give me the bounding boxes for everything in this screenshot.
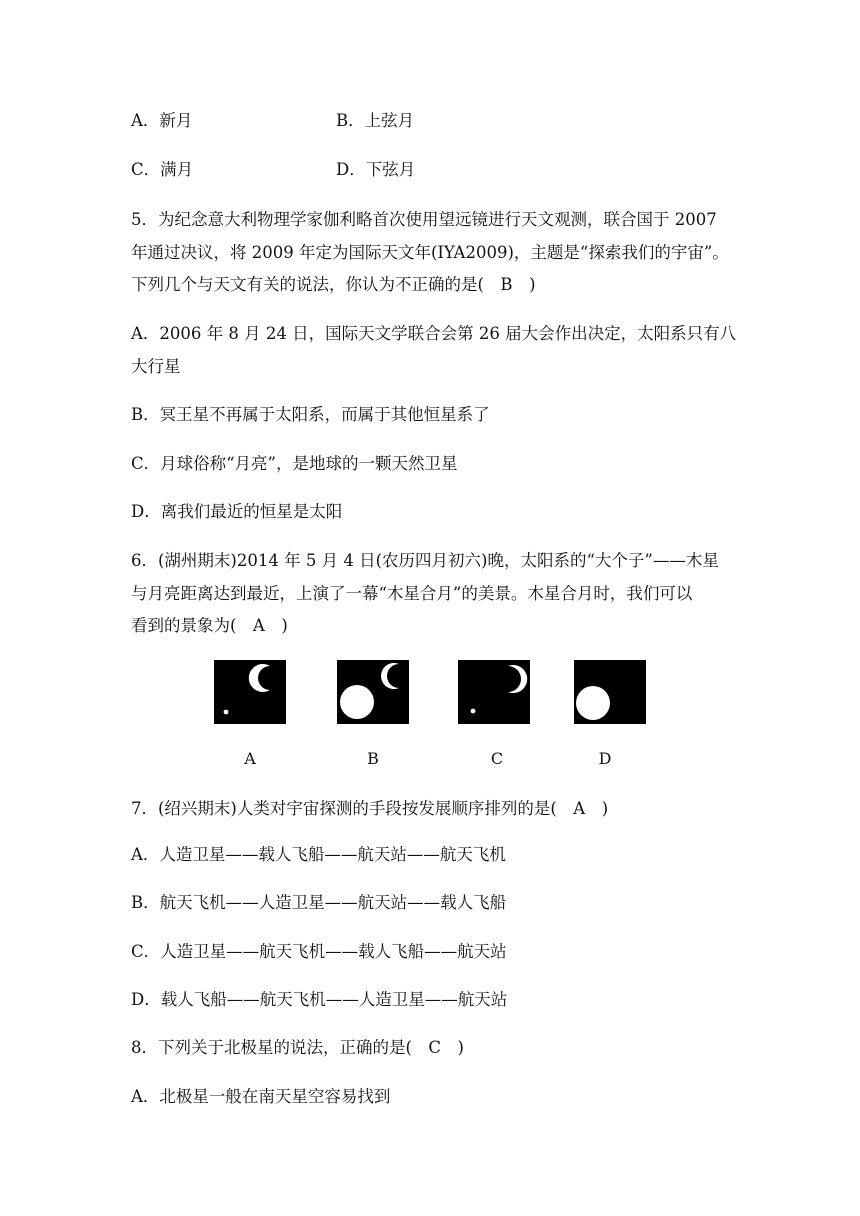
q6-stem-line-1: 6．(湖州期末)2014 年 5 月 4 日(农历四月初六)晚，太阳系的“大个子”——木星 [131, 551, 719, 570]
q6-stem-line-2: 与月亮距离达到最近，上演了一幕“木星合月”的美景。木星合月时，我们可以 [131, 584, 693, 603]
large-disk-icon [576, 686, 610, 720]
q7-option-d: D．载人飞船——航天飞机——人造卫星——航天站 [131, 990, 508, 1009]
q7-option-b: B．航天飞机——人造卫星——航天站——载人飞船 [131, 893, 507, 912]
figure-label-d: D [598, 749, 612, 768]
q5-stem-line-2: 年通过决议，将 2009 年定为国际天文年(IYA2009)，主题是“探索我们的宇宙”。 [131, 243, 729, 262]
q5-option-a-line-1: A．2006 年 8 月 24 日，国际天文学联合会第 26 届大会作出决定，太阳系只有八 [131, 324, 737, 343]
figure-panel-a [214, 660, 286, 724]
q4-option-d: D．下弦月 [336, 160, 416, 179]
q4-option-c: C．满月 [131, 160, 194, 179]
q4-option-a: A．新月 [131, 111, 193, 130]
q5-stem-line-3: 下列几个与天文有关的说法，你认为不正确的是( B ) [131, 275, 536, 294]
q7-option-a: A．人造卫星——载人飞船——航天站——航天飞机 [131, 845, 506, 864]
q5-option-b: B．冥王星不再属于太阳系，而属于其他恒星系了 [131, 405, 490, 424]
q8-stem: 8．下列关于北极星的说法，正确的是( C ) [131, 1038, 464, 1057]
q4-option-b: B．上弦月 [336, 111, 415, 130]
figure-label-c: C [490, 749, 504, 768]
q5-stem-line-1: 5．为纪念意大利物理学家伽利略首次使用望远镜进行天文观测，联合国于 2007 [131, 210, 717, 229]
figure-panel-d [574, 660, 646, 724]
q6-stem-line-3: 看到的景象为( A ) [131, 616, 288, 635]
q7-option-c: C．人造卫星——航天飞机——载人飞船——航天站 [131, 942, 507, 961]
q5-option-c: C．月球俗称“月亮”，是地球的一颗天然卫星 [131, 454, 458, 473]
q8-option-a: A．北极星一般在南天星空容易找到 [131, 1087, 391, 1106]
q5-option-a-line-2: 大行星 [131, 357, 181, 376]
jupiter-dot-icon [224, 710, 229, 715]
figure-label-a: A [244, 749, 256, 768]
figure-label-b: B [367, 749, 379, 768]
figure-panel-b [337, 660, 409, 724]
q7-stem: 7．(绍兴期末)人类对宇宙探测的手段按发展顺序排列的是( A ) [131, 799, 609, 818]
jupiter-dot-icon [471, 709, 476, 714]
q5-option-d: D．离我们最近的恒星是太阳 [131, 502, 343, 521]
figure-panel-c [458, 660, 530, 724]
large-disk-icon [340, 685, 374, 719]
